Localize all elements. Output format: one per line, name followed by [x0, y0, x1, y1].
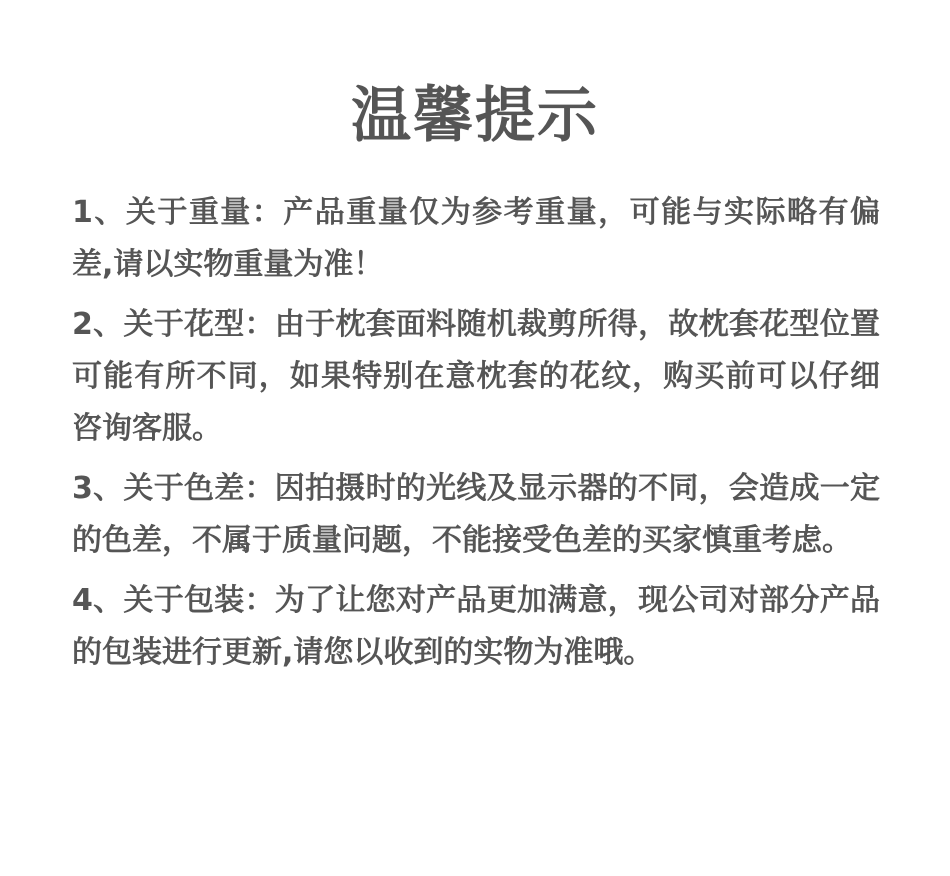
tip-weight: 1、关于重量：产品重量仅为参考重量，可能与实际略有偏差,请以实物重量为准！ — [72, 195, 880, 282]
page-title: 温馨提示 — [351, 81, 599, 151]
tip-color-difference: 3、关于色差：因拍摄时的光线及显示器的不同，会造成一定的色差，不属于质量问题，不能接受色差的买家慎重考虑。 — [72, 471, 880, 558]
tips-list — [72, 187, 880, 687]
tip-pattern: 2、关于花型：由于枕套面料随机裁剪所得，故枕套花型位置可能有所不同，如果特别在意枕套的花纹，购买前可以仔细咨询客服。 — [72, 307, 880, 446]
tip-packaging: 4、关于包装：为了让您对产品更加满意，现公司对部分产品的包装进行更新,请您以收到的实物为准哦。 — [72, 583, 880, 670]
